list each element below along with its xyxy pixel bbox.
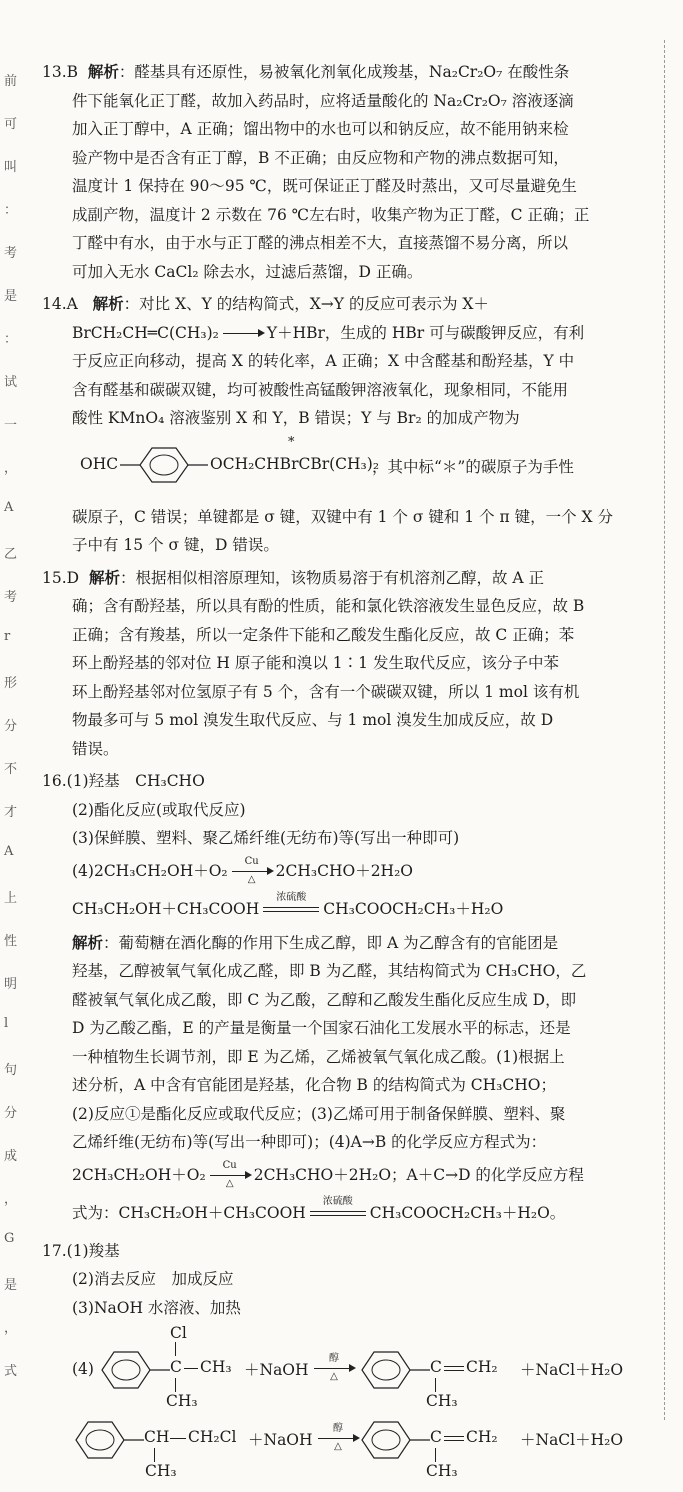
catalyst-label: Cu [244, 855, 259, 867]
q16-eq-right: 2CH₃CHO＋2H₂O；A＋C→D 的化学反应方程 [253, 1165, 584, 1184]
struct-right-group: OCH₂CHBrCBr(CH₃)₂ [210, 454, 380, 473]
reaction-arrow [208, 1159, 252, 1189]
margin-char: r [4, 629, 11, 644]
q13-line: 件下能氧化正丁醛，故加入药品时，应将适量酸化的 Na₂Cr₂O₇ 溶液逐滴 [72, 91, 574, 110]
q14-line: ：对比 X、Y 的结构简式，X→Y 的反应可表示为 X＋ [123, 295, 489, 313]
margin-char: ： [4, 332, 18, 347]
methyl-label: CH₃ [426, 1392, 458, 1410]
margin-char: 形 [4, 676, 18, 691]
carbon-label: C [170, 1358, 182, 1376]
q13-line: ：醛基具有还原性，易被氧化剂氧化成羧基，Na₂Cr₂O₇ 在酸性条 [118, 63, 570, 81]
reagent-label: ＋NaOH [244, 1361, 309, 1379]
q14-line: 于反应正向移动，提高 X 的转化率，A 正确；X 中含醛基和酚羟基，Y 中 [72, 352, 575, 370]
products-label: ＋NaCl＋H₂O [520, 1361, 624, 1379]
q16-line: (2)反应①是酯化反应或取代反应；(3)乙烯可用于制备保鲜膜、塑料、聚 [72, 1104, 566, 1123]
q15-line: 错误。 [72, 739, 119, 758]
question-14 [42, 290, 658, 560]
heat-label: △ [225, 1177, 234, 1189]
margin-char: 成 [4, 1149, 18, 1164]
benzene-ring-icon [98, 1348, 198, 1392]
margin-char: 可 [4, 117, 18, 132]
q16-line: 述分析，A 中含有官能团是羟基，化合物 B 的结构简式为 CH₃CHO； [72, 1076, 556, 1094]
margin-char: 乙 [4, 547, 18, 562]
reaction-arrow [312, 1353, 356, 1382]
margin-char: 考 [4, 590, 18, 605]
q16-eq-right: CH₃COOCH₂CH₃＋H₂O [323, 899, 504, 918]
q16-answer-2: (2)酯化反应(或取代反应) [72, 800, 246, 819]
margin-char: ， [4, 1321, 18, 1336]
q13-label: 解析 [87, 62, 119, 81]
margin-char: 是 [4, 1278, 18, 1293]
benzene-ring-icon [358, 1418, 458, 1462]
q16-label: 解析 [72, 932, 104, 952]
benzene-ring-icon [358, 1348, 458, 1392]
q13-number: 13.B [42, 63, 79, 81]
products-label: ＋NaCl＋H₂O [520, 1431, 624, 1449]
q16-answer-1: 16.(1)羟基 CH₃CHO [42, 772, 205, 790]
q16-answer-3: (3)保鲜膜、塑料、聚乙烯纤维(无纺布)等(写出一种即可) [72, 829, 460, 847]
margin-char: A [4, 844, 14, 859]
q16-eq-right: CH₃COOCH₂CH₃＋H₂O。 [369, 1203, 566, 1222]
q14-line: 酸性 KMnO₄ 溶液鉴别 X 和 Y，B 错误；Y 与 Br₂ 的加成产物为 [72, 409, 520, 427]
q13-line: 丁醛中有水，由于水与正丁醛的沸点相差不大，直接蒸馏不易分离，所以 [72, 234, 569, 252]
reaction-arrow [221, 325, 265, 343]
q14-line: 碳原子，C 错误；单键都是 σ 键，双键中有 1 个 σ 键和 1 个 π 键，一个 X 分 [72, 507, 614, 526]
margin-char: 分 [4, 1106, 18, 1121]
question-15 [42, 564, 658, 764]
margin-char: 考 [4, 246, 18, 261]
q15-line: ：根据相似相溶原理知，该物质易溶于有机溶剂乙醇，故 A 正 [119, 568, 545, 587]
q17-answer-3: (3)NaOH 水溶液、加热 [72, 1298, 241, 1317]
reagent-label: ＋NaOH [248, 1431, 313, 1449]
margin-char: 式 [4, 1364, 18, 1379]
q14-label: 解析 [92, 294, 124, 313]
chiral-star: * [288, 434, 295, 450]
q14-structure [42, 433, 658, 503]
methyl-label: CH₃ [166, 1392, 198, 1410]
q14-line: Y＋HBr，生成的 HBr 可与碳酸钾反应，有利 [266, 323, 585, 342]
margin-char: ， [4, 1192, 18, 1207]
solvent-label: 醇 [329, 1353, 339, 1364]
margin-char: 明 [4, 977, 18, 992]
q16-line: ：葡萄糖在酒化酶的作用下生成乙醇，即 A 为乙醇含有的官能团是 [103, 933, 559, 952]
question-13 [42, 58, 658, 286]
carbon-label: C [430, 1428, 442, 1446]
margin-char: G [4, 1231, 15, 1246]
q14-line: ，其中标“＊”的碳原子为手性 [372, 457, 574, 476]
q14-line: 子中有 15 个 σ 键，D 错误。 [72, 536, 279, 554]
carbon-label: C [430, 1358, 442, 1376]
q13-line: 可加入无水 CaCl₂ 除去水，过滤后蒸馏，D 正确。 [72, 262, 423, 281]
margin-char: 不 [4, 762, 18, 777]
q15-line: 确；含有酚羟基，所以具有酚的性质，能和氯化铁溶液发生显色反应，故 B [72, 597, 585, 615]
q16-eq-left: 式为：CH₃CH₂OH＋CH₃COOH [72, 1203, 306, 1222]
methine-label: CH [144, 1428, 170, 1446]
methyl-label: CH₃ [426, 1462, 458, 1480]
question-16 [42, 767, 658, 1233]
q15-number: 15.D [42, 568, 80, 587]
margin-char: ， [4, 461, 18, 476]
heat-label: △ [247, 873, 256, 885]
q16-line: 羟基，乙醇被氧气氧化成乙醛，即 B 为乙醛，其结构简式为 CH₃CHO，乙 [72, 962, 587, 980]
q16-line: D 为乙酸乙酯，E 的产量是衡量一个国家石油化工发展水平的标志，还是 [72, 1019, 571, 1037]
q17-answer-1: 17.(1)羧基 [42, 1241, 120, 1260]
q15-line: 正确；含有羧基，所以一定条件下能和乙酸发生酯化反应，故 C 正确；苯 [72, 625, 575, 644]
methyl-label: CH₃ [145, 1462, 177, 1480]
q15-line: 环上酚羟基邻对位氢原子有 5 个，含有一个碳碳双键，所以 1 mol 该有机 [72, 682, 580, 701]
catalyst-label: 浓硫酸 [276, 891, 307, 903]
q14-reagent: BrCH₂CH═C(CH₃)₂ [72, 323, 219, 342]
margin-char: l [4, 1016, 9, 1031]
catalyst-label: 浓硫酸 [322, 1195, 353, 1207]
heat-label: △ [334, 1441, 342, 1452]
q16-eq-left: 2CH₃CH₂OH＋O₂ [72, 1165, 206, 1184]
catalyst-label: Cu [222, 1159, 237, 1171]
q17-reaction-2 [42, 1414, 658, 1488]
reaction-arrow [316, 1423, 360, 1452]
methyl-label: CH₃ [200, 1358, 232, 1376]
q17-answer-4: (4) [72, 1360, 94, 1378]
chloromethyl-label: CH₂Cl [188, 1428, 237, 1446]
margin-char: 试 [4, 375, 18, 390]
q16-line: 一种植物生长调节剂，即 E 为乙烯，乙烯被氧气氧化成乙酸。(1)根据上 [72, 1047, 565, 1066]
margin-char: 分 [4, 719, 18, 734]
question-17 [42, 1237, 658, 1489]
q15-line: 环上酚羟基的邻对位 H 原子能和溴以 1∶1 发生取代反应，该分子中苯 [72, 654, 559, 672]
q13-line: 验产物中是否含有正丁醇，B 不正确；由反应物和产物的沸点数据可知， [72, 148, 569, 167]
struct-left-group: OHC [80, 454, 119, 473]
q17-answer-2: (2)消去反应 加成反应 [72, 1270, 234, 1288]
margin-char: 叫 [4, 160, 18, 175]
solvent-label: 醇 [333, 1423, 343, 1434]
margin-char: 一 [4, 418, 18, 433]
margin-char: 才 [4, 805, 18, 820]
q14-line: 含有醛基和碳碳双键，均可被酸性高锰酸钾溶液氧化，现象相同，不能用 [72, 380, 569, 399]
left-margin-strip [0, 40, 30, 1400]
q16-line: 乙烯纤维(无纺布)等(写出一种即可)；(4)A→B 的化学反应方程式为： [72, 1133, 547, 1151]
equilibrium-arrow [308, 1195, 368, 1224]
q13-line: 温度计 1 保持在 90～95 ℃，既可保证正丁醛及时蒸出，又可尽量避免生 [72, 177, 577, 195]
heat-label: △ [330, 1371, 338, 1382]
q16-line: 醛被氧气氧化成乙酸，即 C 为乙酸，乙醇和乙酸发生酯化反应生成 D，即 [72, 990, 577, 1009]
right-dashed-rule [664, 40, 665, 1420]
methylene-label: CH₂ [466, 1428, 498, 1446]
chlorine-label: Cl [170, 1324, 187, 1342]
margin-char: 句 [4, 1063, 18, 1078]
q13-line: 加入正丁醇中，A 正确；馏出物中的水也可以和钠反应，故不能用钠来检 [72, 120, 569, 138]
margin-char: 是 [4, 289, 18, 304]
margin-char: ： [4, 203, 18, 218]
q14-number: 14.A [42, 295, 78, 313]
q16-eq-right: 2CH₃CHO＋2H₂O [275, 861, 413, 880]
methylene-label: CH₂ [466, 1358, 498, 1376]
reaction-arrow [230, 855, 274, 885]
q16-eq-left: CH₃CH₂OH＋CH₃COOH [72, 899, 260, 918]
margin-char: 性 [4, 934, 18, 949]
q16-eq-left: (4)2CH₃CH₂OH＋O₂ [72, 861, 228, 880]
q13-line: 成副产物，温度计 2 示数在 76 ℃左右时，收集产物为正丁醛，C 正确；正 [72, 205, 590, 224]
q15-line: 物最多可与 5 mol 溴发生取代反应、与 1 mol 溴发生加成反应，故 D [72, 711, 554, 729]
margin-char: 上 [4, 891, 18, 906]
q17-reaction-1 [42, 1322, 658, 1414]
margin-char: 前 [4, 74, 18, 89]
margin-char: A [4, 500, 14, 515]
answer-content [42, 58, 658, 1492]
equilibrium-arrow [261, 891, 321, 920]
q15-label: 解析 [88, 567, 120, 587]
